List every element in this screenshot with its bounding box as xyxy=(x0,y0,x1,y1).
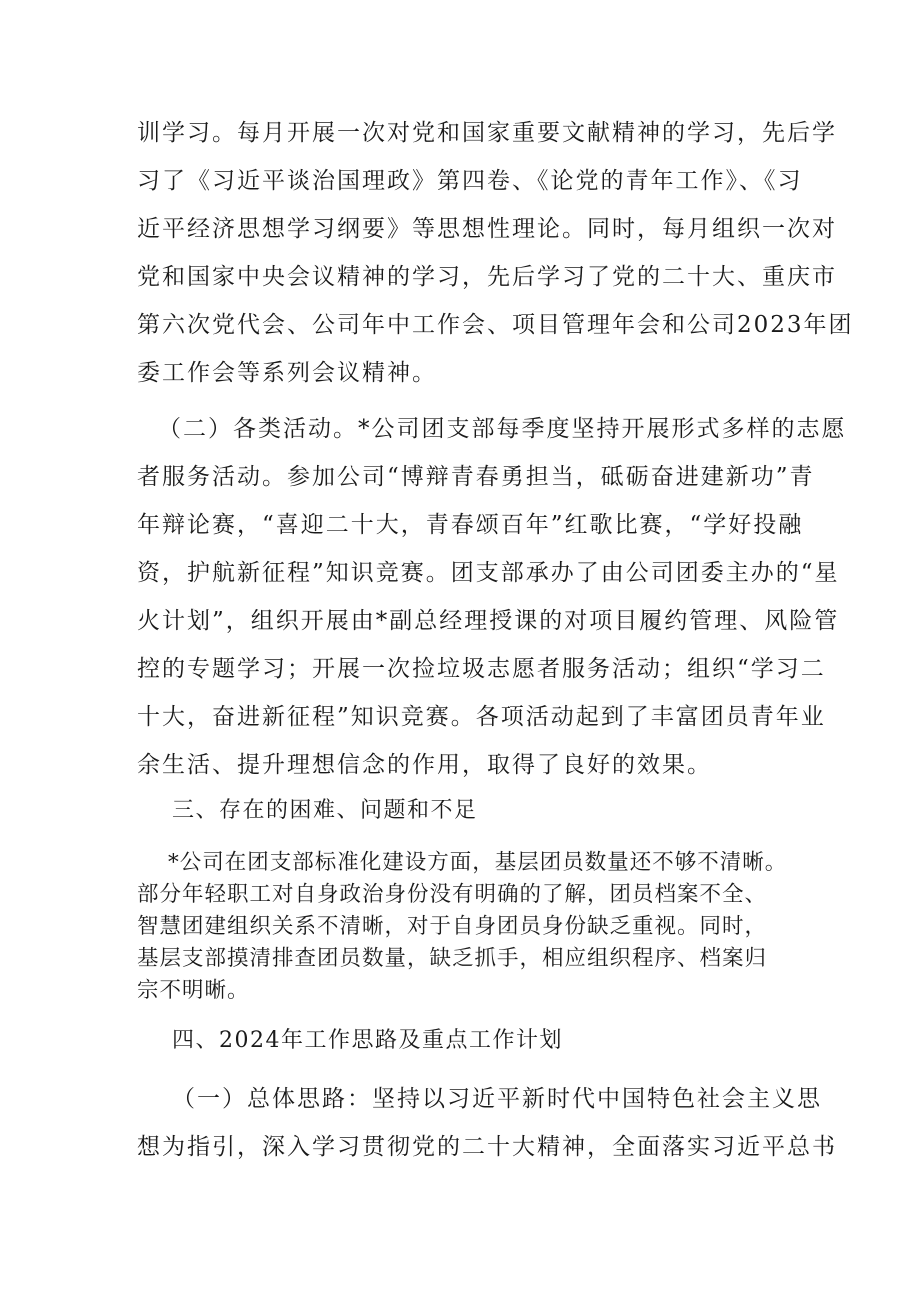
para1-line-2: 习了《习近平谈治国理政》第四卷、《论党的青年工作》、《习 xyxy=(137,168,803,194)
para4-line-2: 想为指引，深入学习贯彻党的二十大精神，全面落实习近平总书 xyxy=(137,1134,837,1160)
para2-line-2: 者服务活动。参加公司“博辩青春勇担当，砥砺奋进建新功”青 xyxy=(137,464,815,490)
section-heading-4: 四、2024年工作思路及重点工作计划 xyxy=(172,1028,563,1053)
para1-line-6: 委工作会等系列会议精神。 xyxy=(137,360,437,386)
para1-line-5: 第六次党代会、公司年中工作会、项目管理年会和公司2023年团 xyxy=(137,312,854,338)
para3-line-1: *公司在团支部标准化建设方面，基层团员数量还不够不清晰。 xyxy=(168,850,788,875)
para2-line-1: （二）各类活动。*公司团支部每季度坚持开展形式多样的志愿 xyxy=(158,416,847,442)
para3-line-5: 宗不明晰。 xyxy=(137,978,250,1003)
para3-line-2: 部分年轻职工对自身政治身份没有明确的了解，团员档案不全、 xyxy=(137,882,768,907)
para3-line-3: 智慧团建组织关系不清晰，对于自身团员身份缺乏重视。同时， xyxy=(137,914,768,939)
para1-line-3: 近平经济思想学习纲要》等思想性理论。同时，每月组织一次对 xyxy=(137,216,837,242)
para2-line-4: 资，护航新征程”知识竞赛。团支部承办了由公司团委主办的“星 xyxy=(137,560,840,586)
para4-line-1: （一）总体思路：坚持以习近平新时代中国特色社会主义思 xyxy=(172,1086,822,1112)
para1-line-4: 党和国家中央会议精神的学习，先后学习了党的二十大、重庆市 xyxy=(137,264,837,290)
para2-line-3: 年辩论赛，“喜迎二十大，青春颂百年”红歌比赛，“学好投融 xyxy=(137,512,804,538)
para2-line-7: 十大，奋进新征程”知识竞赛。各项活动起到了丰富团员青年业 xyxy=(137,704,826,730)
section-heading-3: 三、存在的困难、问题和不足 xyxy=(172,798,478,823)
para3-line-4: 基层支部摸清排查团员数量，缺乏抓手，相应组织程序、档案归 xyxy=(137,946,768,971)
para2-line-6: 控的专题学习；开展一次捡垃圾志愿者服务活动；组织“学习二 xyxy=(137,656,826,682)
para2-line-8: 余生活、提升理想信念的作用，取得了良好的效果。 xyxy=(137,752,712,778)
para2-line-5: 火计划”，组织开展由*副总经理授课的对项目履约管理、风险管 xyxy=(137,608,840,634)
para1-line-1: 训学习。每月开展一次对党和国家重要文献精神的学习，先后学 xyxy=(137,120,837,146)
